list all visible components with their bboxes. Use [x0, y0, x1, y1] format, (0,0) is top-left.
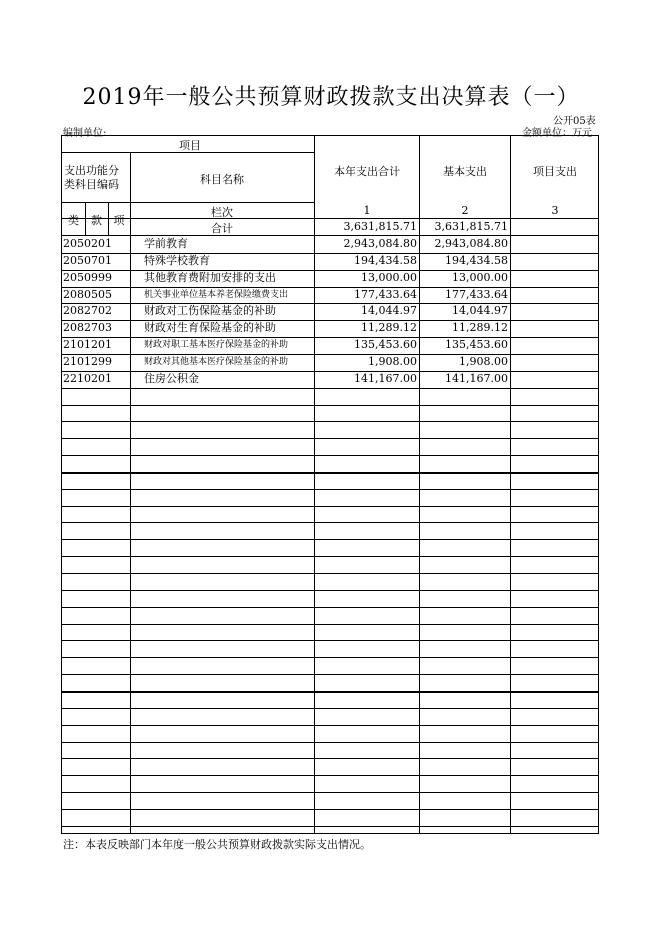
row-basic: 13,000.00 — [452, 270, 508, 284]
header-column-no: 栏次 — [211, 206, 233, 218]
row-total: 2,943,084.80 — [343, 237, 417, 250]
sum-project — [511, 220, 599, 234]
grid-line — [62, 809, 599, 810]
grid-line — [419, 235, 420, 833]
row-project — [511, 288, 599, 304]
grid-line — [62, 152, 314, 153]
grid-line — [62, 725, 599, 726]
sum-basic: 3,631,815.71 — [434, 220, 508, 233]
header-lei: 类 — [68, 214, 79, 226]
row-total: 177,433.64 — [354, 287, 417, 301]
grid-line — [62, 371, 599, 372]
row-project — [511, 338, 599, 354]
row-total: 11,289.12 — [361, 321, 417, 335]
grid-line — [62, 287, 599, 288]
grid-line — [62, 270, 599, 271]
row-code: 2101299 — [63, 354, 112, 368]
row-code: 2050701 — [63, 253, 112, 267]
grid-line — [108, 202, 109, 235]
header-project: 项目 — [179, 139, 201, 151]
header-xiang: 项 — [113, 214, 125, 226]
grid-line — [62, 303, 599, 304]
row-name: 学前教育 — [144, 237, 188, 250]
grid-line — [62, 742, 599, 743]
row-code: 2082703 — [63, 321, 112, 335]
row-project — [511, 237, 599, 253]
row-basic: 2,943,084.80 — [434, 237, 508, 250]
grid-line — [62, 573, 599, 574]
row-project — [511, 355, 599, 371]
row-name: 其他教育费附加安排的支出 — [144, 270, 276, 284]
grid-line — [62, 556, 599, 557]
row-basic: 11,289.12 — [452, 321, 508, 335]
row-basic: 14,044.97 — [452, 304, 508, 318]
header-project-exp: 项目支出 — [533, 165, 577, 177]
grid-line — [62, 337, 599, 338]
row-name: 财政对工伤保险基金的补助 — [144, 304, 276, 318]
row-name: 住房公积金 — [144, 371, 199, 385]
header-total: 本年支出合计 — [334, 165, 400, 177]
grid-line — [510, 235, 511, 833]
header-col3: 3 — [551, 204, 559, 217]
grid-line — [62, 539, 599, 540]
grid-line — [62, 775, 599, 776]
grid-line — [62, 202, 314, 203]
grid-line — [130, 152, 131, 235]
sum-total: 3,631,815.71 — [343, 220, 417, 233]
row-code: 2050999 — [63, 270, 112, 284]
grid-line — [62, 489, 599, 490]
row-project — [511, 372, 599, 388]
row-basic: 135,453.60 — [445, 338, 508, 352]
grid-line — [62, 320, 599, 321]
header-col1: 1 — [363, 204, 371, 217]
row-basic: 141,167.00 — [445, 371, 508, 385]
grid-line — [62, 758, 599, 759]
row-total: 141,167.00 — [354, 371, 417, 385]
amount-unit: 金额单位：万元 — [522, 128, 592, 139]
form-code: 公开05表 — [553, 116, 596, 127]
row-code: 2050201 — [63, 237, 112, 250]
expenditure-table — [61, 135, 599, 834]
grid-line — [62, 590, 599, 591]
row-basic: 1,908.00 — [459, 354, 508, 368]
grid-line — [62, 472, 599, 474]
grid-line — [62, 607, 599, 608]
row-project — [511, 304, 599, 320]
grid-line — [62, 405, 599, 406]
row-total: 1,908.00 — [368, 354, 417, 368]
grid-line — [62, 455, 599, 456]
row-project — [511, 321, 599, 337]
header-col2: 2 — [461, 204, 469, 217]
row-name: 特殊学校教育 — [144, 253, 210, 267]
row-code: 2101201 — [63, 338, 112, 352]
header-subject-name: 科目名称 — [200, 173, 244, 185]
row-project — [511, 254, 599, 270]
grid-line — [62, 253, 599, 254]
row-code: 2210201 — [63, 371, 112, 385]
row-project — [511, 271, 599, 287]
grid-line — [62, 522, 599, 523]
footnote: 注：本表反映部门本年度一般公共预算财政拨款实际支出情况。 — [63, 838, 371, 851]
grid-line — [130, 235, 131, 833]
grid-line — [314, 235, 315, 833]
header-basic: 基本支出 — [443, 165, 487, 177]
sum-label: 合计 — [211, 222, 233, 234]
grid-line — [62, 657, 599, 658]
grid-line — [62, 826, 599, 827]
grid-line — [62, 388, 599, 389]
grid-line — [62, 438, 599, 439]
row-total: 194,434.58 — [354, 253, 417, 267]
row-total: 135,453.60 — [354, 338, 417, 352]
grid-line — [62, 506, 599, 507]
row-code: 2080505 — [63, 287, 112, 301]
row-name: 机关事业单位基本养老保险缴费支出 — [144, 289, 289, 300]
unit-label: 编制单位: — [63, 128, 107, 139]
row-code: 2082702 — [63, 304, 112, 318]
grid-line — [62, 421, 599, 422]
row-total: 14,044.97 — [361, 304, 417, 318]
grid-line — [62, 708, 599, 709]
row-name: 财政对其他基本医疗保险基金的补助 — [144, 356, 289, 367]
header-func-code: 支出功能分类科目编码 — [64, 164, 119, 191]
grid-line — [62, 640, 599, 641]
page-title: 2019年一般公共预算财政拨款支出决算表（一） — [82, 85, 580, 110]
grid-line — [62, 624, 599, 625]
row-name: 财政对职工基本医疗保险基金的补助 — [144, 340, 289, 351]
grid-line — [62, 674, 599, 675]
grid-line — [62, 235, 599, 236]
grid-line — [85, 202, 86, 235]
grid-line — [62, 218, 599, 219]
row-basic: 194,434.58 — [445, 253, 508, 267]
row-name: 财政对生育保险基金的补助 — [144, 321, 276, 335]
grid-line — [62, 691, 599, 693]
row-basic: 177,433.64 — [445, 287, 508, 301]
grid-line — [62, 354, 599, 355]
grid-line — [62, 792, 599, 793]
header-kuan: 款 — [91, 214, 102, 226]
row-total: 13,000.00 — [361, 270, 417, 284]
